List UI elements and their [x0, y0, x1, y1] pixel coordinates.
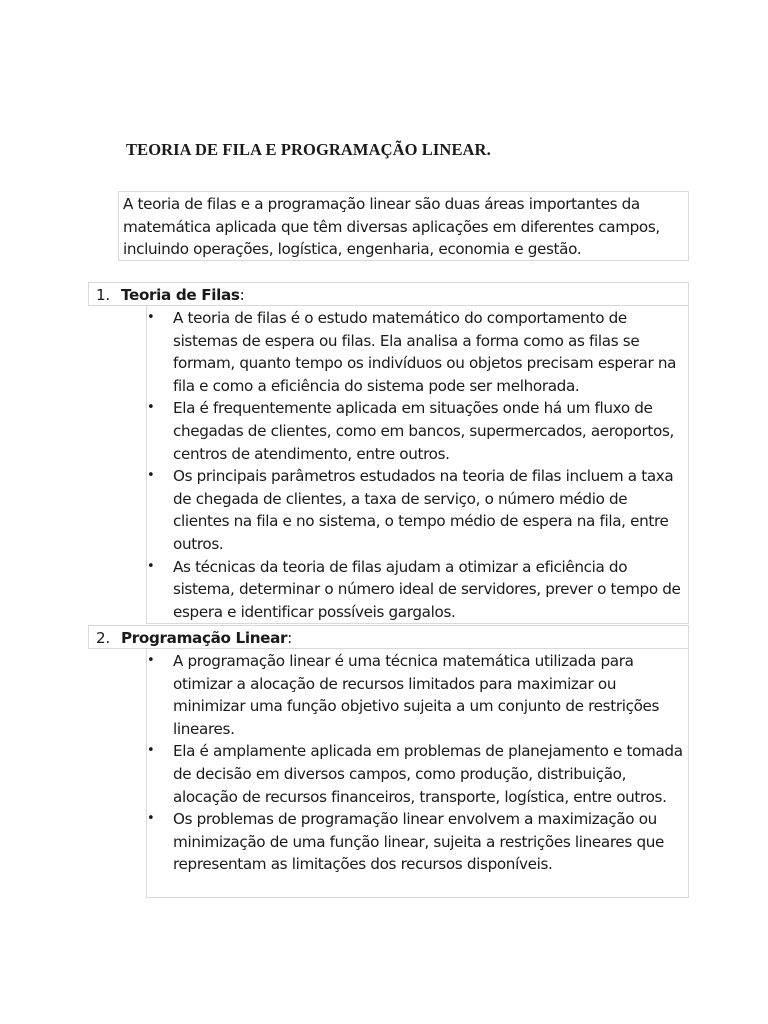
- list-item-text: A programação linear é uma técnica matemática utilizada para otimizar a alocação de recursos limitados para maximizar ou minimizar uma função objetivo sujeita a um conjunto de restrições lineares.: [173, 652, 660, 738]
- list-item: [147, 465, 688, 555]
- intro-paragraph: A teoria de filas e a programação linear são duas áreas importantes da matemática aplicada que têm diversas aplicações em diferentes campos, incluindo operações, logística, engenharia, economia e gestão.: [118, 191, 689, 261]
- list-item-text: Ela é frequentemente aplicada em situações onde há um fluxo de chegadas de clientes, como em bancos, supermercados, aeroportos, centros de atendimento, entre outros.: [173, 399, 675, 463]
- section-bullet-list-teoria-de-filas: [146, 306, 689, 624]
- list-item: [147, 556, 688, 624]
- list-item: [147, 307, 688, 397]
- section-heading-programacao-linear: [88, 625, 689, 649]
- list-item-text: As técnicas da teoria de filas ajudam a otimizar a eficiência do sistema, determinar o número ideal de servidores, prever o tempo de espera e identificar possíveis gargalos.: [173, 557, 681, 621]
- list-item: [147, 740, 688, 808]
- bullet-icon: •: [147, 743, 155, 759]
- bullet-icon: •: [147, 400, 155, 416]
- section-title-suffix: :: [287, 629, 292, 647]
- bullet-icon: •: [147, 310, 155, 325]
- section-number: 1.: [96, 286, 110, 304]
- list-item-text: A teoria de filas é o estudo matemático do comportamento de sistemas de espera ou filas. Ela analisa a forma como as filas se formam, quanto tempo os indivíduos ou objetos precisam esperar na fila e como a eficiência do sistema pode ser melhorada.: [173, 309, 677, 395]
- section-title: Programação Linear: [121, 629, 288, 647]
- section-heading-teoria-de-filas: [88, 282, 689, 306]
- list-item-text: Os problemas de programação linear envolvem a maximização ou minimização de uma função linear, sujeita a restrições lineares que representam as limitações dos recursos disponíveis.: [173, 810, 665, 874]
- section-title-wrapper: [121, 284, 244, 307]
- list-item: [147, 397, 688, 465]
- list-item: [147, 650, 688, 740]
- list-item-text: Ela é amplamente aplicada em problemas de planejamento e tomada de decisão em diversos campos, como produção, distribuição, alocação de recursos financeiros, transporte, logística, entre outros.: [173, 742, 683, 806]
- section-title-wrapper: [121, 627, 292, 650]
- bullet-icon: •: [147, 558, 155, 574]
- bullet-icon: •: [147, 811, 155, 827]
- bullet-icon: •: [147, 653, 155, 668]
- list-item: [147, 808, 688, 876]
- bullet-icon: •: [147, 468, 155, 484]
- list-item-text: Os principais parâmetros estudados na teoria de filas incluem a taxa de chegada de clientes, a taxa de serviço, o número médio de clientes na fila e no sistema, o tempo médio de espera na fila, entre outros.: [173, 467, 674, 553]
- section-bullet-list-programacao-linear: [146, 649, 689, 898]
- document-title: TEORIA DE FILA E PROGRAMAÇÃO LINEAR.: [126, 140, 491, 159]
- section-number: 2.: [96, 629, 110, 647]
- section-title: Teoria de Filas: [121, 286, 240, 304]
- section-title-suffix: :: [239, 286, 245, 304]
